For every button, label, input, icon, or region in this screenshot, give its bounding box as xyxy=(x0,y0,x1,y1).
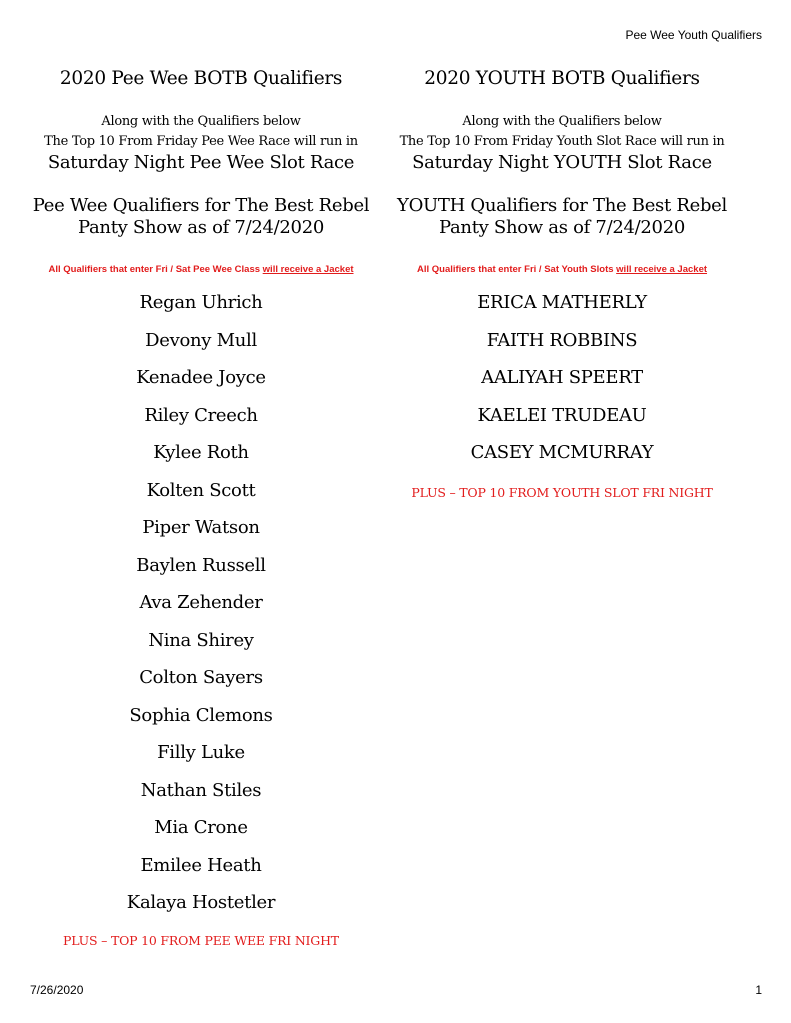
pee-wee-qualifier-name: Colton Sayers xyxy=(139,667,263,688)
youth-plus-note: PLUS – TOP 10 FROM YOUTH SLOT FRI NIGHT xyxy=(411,485,713,500)
page-number: 1 xyxy=(755,983,762,997)
youth-qualifier-name: CASEY MCMURRAY xyxy=(470,442,654,463)
pee-wee-qualifier-name: Devony Mull xyxy=(145,329,257,351)
pee-wee-qualifier-name: Kylee Roth xyxy=(153,442,249,463)
pee-wee-qualifier-name: Nina Shirey xyxy=(148,629,254,651)
pee-wee-qualifier-name: Filly Luke xyxy=(157,742,245,763)
pee-wee-qualifier-name: Baylen Russell xyxy=(136,554,266,576)
pee-wee-along-line2: The Top 10 From Friday Pee Wee Race will run in xyxy=(44,134,358,149)
pee-wee-jacket-prefix: All Qualifiers that enter Fri / Sat Pee Wee Class xyxy=(48,264,263,275)
youth-qualifier-name: AALIYAH SPEERT xyxy=(481,367,643,388)
youth-jacket-note xyxy=(386,264,738,275)
pee-wee-saturday-race: Saturday Night Pee Wee Slot Race xyxy=(47,152,355,173)
youth-along-text xyxy=(386,112,738,152)
pee-wee-jacket-underlined: will receive a Jacket xyxy=(262,264,354,275)
pee-wee-qualifier-name: Emilee Heath xyxy=(140,854,262,876)
youth-jacket-prefix: All Qualifiers that enter Fri / Sat Youth Slots xyxy=(416,264,617,275)
youth-saturday-race: Saturday Night YOUTH Slot Race xyxy=(412,152,712,173)
youth-title: 2020 YOUTH BOTB Qualifiers xyxy=(424,68,700,89)
youth-jacket-underlined: will receive a Jacket xyxy=(616,264,708,275)
pee-wee-plus-note: PLUS – TOP 10 FROM PEE WEE FRI NIGHT xyxy=(63,933,339,948)
youth-qualifier-name: ERICA MATHERLY xyxy=(477,292,647,313)
pee-wee-qualifier-name: Regan Uhrich xyxy=(139,292,263,313)
pee-wee-qualifier-name: Mia Crone xyxy=(154,817,248,838)
footer-date: 7/26/2020 xyxy=(30,983,84,997)
pee-wee-qualifiers-heading xyxy=(24,195,378,239)
youth-qualifier-name: KAELEI TRUDEAU xyxy=(477,404,647,426)
pee-wee-along-text xyxy=(24,112,378,152)
youth-along-line1: Along with the Qualifiers below xyxy=(462,114,662,129)
pee-wee-along-line1: Along with the Qualifiers below xyxy=(101,114,301,129)
page-header: Pee Wee Youth Qualifiers xyxy=(625,28,762,42)
pee-wee-title: 2020 Pee Wee BOTB Qualifiers xyxy=(59,68,343,89)
pee-wee-jacket-note xyxy=(24,264,378,275)
youth-name-list xyxy=(386,289,738,477)
youth-qualifier-name: FAITH ROBBINS xyxy=(486,329,638,351)
pee-wee-qualifier-name: Riley Creech xyxy=(144,404,258,426)
pee-wee-qualifier-name: Nathan Stiles xyxy=(140,779,262,801)
youth-qualifiers-line2: Panty Show as of 7/24/2020 xyxy=(438,217,686,238)
pee-wee-qualifier-name: Kenadee Joyce xyxy=(136,367,266,388)
pee-wee-qualifier-name: Kalaya Hostetler xyxy=(126,892,276,913)
pee-wee-qualifiers-line1: Pee Wee Qualifiers for The Best Rebel xyxy=(32,195,370,216)
pee-wee-name-list xyxy=(24,289,378,927)
youth-qualifiers-line1: YOUTH Qualifiers for The Best Rebel xyxy=(397,195,727,216)
pee-wee-qualifier-name: Sophia Clemons xyxy=(129,704,273,726)
youth-qualifiers-heading xyxy=(386,195,738,239)
youth-along-line2: The Top 10 From Friday Youth Slot Race will run in xyxy=(399,134,725,149)
pee-wee-qualifier-name: Ava Zehender xyxy=(139,592,263,613)
pee-wee-qualifiers-line2: Panty Show as of 7/24/2020 xyxy=(77,217,325,238)
pee-wee-qualifier-name: Piper Watson xyxy=(142,517,260,538)
pee-wee-qualifier-name: Kolten Scott xyxy=(146,479,256,501)
